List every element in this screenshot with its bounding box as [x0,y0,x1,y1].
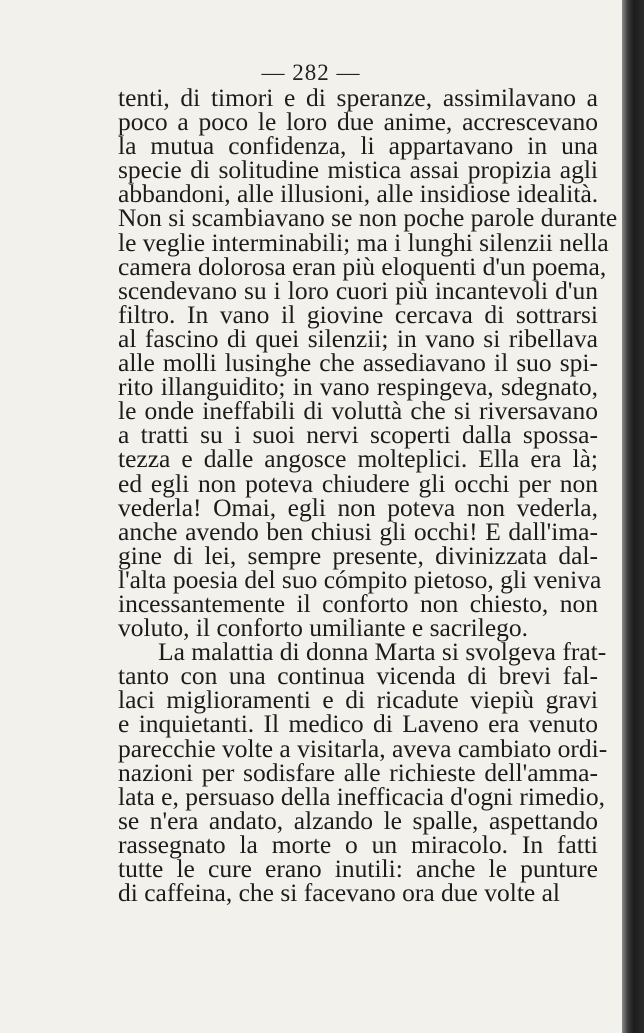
text-line: rito illanguidito; in vano respingeva, sdegnato, [118,372,598,402]
text-line: vederla! Omai, egli non poteva non vederla, [118,492,598,522]
text-line: le veglie interminabili; ma i lunghi silenzii nella [118,227,609,257]
book-binding-edge [622,0,644,1033]
text-line: tutte le cure erano inutili: anche le punture [118,854,598,883]
text-line: la mutua confidenza, li appartavano in una [118,131,598,161]
page-number: — 282 — [261,60,361,85]
paragraph [118,83,618,643]
text-line: Non si scambiavano se non poche parole durante [118,203,618,233]
text-line: filtro. In vano il giovine cercava di sottrarsi [118,299,598,329]
text-line: abbandoni, alle illusioni, alle insidiose idealità. [118,179,599,209]
text-line: nazioni per sodisfare alle richieste dell'amma- [118,757,598,787]
text-line: parecchie volte a visitarla, aveva cambiato ordi- [118,733,608,763]
text-line: se n'era andato, alzando le spalle, aspettando [118,805,598,835]
text-line: voluto, il conforto umiliante e sacrilego. [118,613,529,643]
text-line: e inquietanti. Il medico di Laveno era venuto [118,709,598,739]
text-line: tenti, di timori e di speranze, assimilavano a [118,83,598,112]
text-line: a tratti su i suoi nervi scoperti dalla spossa- [118,420,598,450]
text-line: scendevano su i loro cuori più incantevoli d'un [118,275,598,305]
text-line: tanto con una continua vicenda di brevi fal- [118,661,598,691]
text-line: lata e, persuaso della inefficacia d'ogni rimedio, [118,781,606,811]
text-line: poco a poco le loro due anime, accrescevano [118,107,598,137]
text-line: le onde ineffabili di voluttà che si riversavano [118,396,598,426]
paragraph [118,637,608,908]
text-line: laci miglioramenti e di ricadute viepiù gravi [118,685,598,715]
text-line: alle molli lusinghe che assediavano il suo spi- [118,348,598,378]
body-text [118,83,618,908]
text-line: incessantemente il conforto non chiesto, non [118,588,598,618]
text-line: specie di solitudine mistica assai propizia agli [118,155,598,185]
text-line: di caffeina, che si facevano ora due volte al [118,878,561,908]
text-line: tezza e dalle angosce molteplici. Ella era là; [118,444,598,474]
text-line: al fascino di quei silenzii; in vano si ribellava [118,323,598,353]
text-line: La malattia di donna Marta si svolgeva frat- [158,637,607,667]
text-line: rassegnato la morte o un miracolo. In fatti [118,829,598,859]
text-line: gine di lei, sempre presente, divinizzata dal- [118,540,598,570]
text-line: anche avendo ben chiusi gli occhi! E dall'ima- [118,516,598,546]
text-line: ed egli non poteva chiudere gli occhi per non [118,468,598,498]
text-line: l'alta poesia del suo cómpito pietoso, gli veniva [118,564,602,594]
text-line: camera dolorosa eran più eloquenti d'un poema, [118,251,607,281]
